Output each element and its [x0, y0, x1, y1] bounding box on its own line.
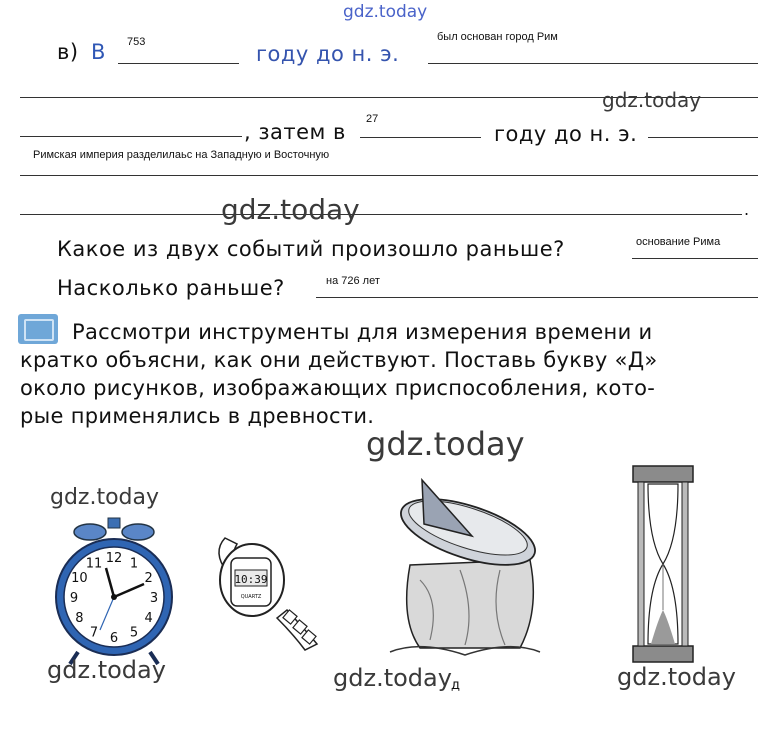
task-text: [20, 318, 762, 430]
watermark: gdz.today: [602, 88, 702, 112]
clock-numeral: 12: [105, 551, 123, 566]
answer-empire-split: Римская империя разделилаьс на Западную и Восточную: [33, 149, 330, 161]
clock-numeral: 5: [129, 625, 139, 641]
answer-year-753: 753: [127, 36, 146, 48]
clock-numeral: 10: [71, 571, 88, 586]
task-line: около рисунков, изображающих приспособления, кото-: [20, 376, 656, 400]
answer-year-27: 27: [366, 113, 379, 125]
watermark-top: gdz.today: [343, 2, 428, 22]
clock-numeral: 8: [75, 611, 84, 626]
item-label: в): [57, 40, 79, 64]
blank-line: [20, 136, 242, 137]
hourglass-icon: [618, 460, 708, 670]
item-v-letter: В: [91, 40, 106, 64]
alarm-clock-icon: [48, 512, 178, 667]
blank-line: [20, 175, 758, 176]
sundial-mark: д: [451, 678, 460, 693]
year-bc-text-2: году до н. э.: [494, 122, 638, 146]
clock-numeral: 4: [144, 611, 153, 626]
answer-how-much: на 726 лет: [326, 275, 380, 287]
watermark: gdz.today: [221, 193, 360, 226]
period: .: [744, 200, 750, 219]
clock-numeral: 2: [144, 571, 153, 586]
watch-time: 10:39: [234, 573, 268, 586]
clock-numeral: 7: [89, 625, 99, 641]
watermark: gdz.today: [50, 485, 160, 510]
watermark: gdz.today: [333, 664, 452, 692]
wrist-watch-icon: [207, 532, 337, 652]
blank-line: [428, 63, 758, 64]
question-how-much: Насколько раньше?: [57, 276, 285, 300]
task-line: Рассмотри инструменты для измерения времени и: [72, 320, 653, 344]
watermark: gdz.today: [47, 656, 166, 684]
blank-line: [632, 258, 758, 259]
watch-brand: QUARTZ: [240, 594, 262, 600]
blank-line: [316, 297, 758, 298]
clock-numeral: 1: [129, 556, 139, 572]
task-line: кратко объясни, как они действуют. Поставь букву «Д»: [20, 348, 658, 372]
clock-numeral: 11: [85, 556, 103, 572]
task-line: рые применялись в древности.: [20, 404, 375, 428]
blank-line: [118, 63, 239, 64]
clock-numeral: 9: [69, 591, 79, 606]
answer-earlier: основание Рима: [636, 236, 721, 248]
answer-rome-founded: был основан город Рим: [437, 31, 558, 43]
year-bc-text: году до н. э.: [256, 42, 400, 66]
sundial-icon: [380, 470, 550, 665]
watermark: gdz.today: [366, 425, 525, 463]
then-text: , затем в: [244, 120, 346, 144]
blank-line: [648, 137, 758, 138]
blank-line: [360, 137, 481, 138]
watermark: gdz.today: [617, 663, 736, 691]
clock-numeral: 6: [109, 631, 119, 646]
question-earlier: Какое из двух событий произошло раньше?: [57, 237, 565, 261]
task-icon: [18, 314, 58, 344]
clock-numeral: 3: [149, 591, 159, 606]
blank-line: [20, 214, 742, 215]
